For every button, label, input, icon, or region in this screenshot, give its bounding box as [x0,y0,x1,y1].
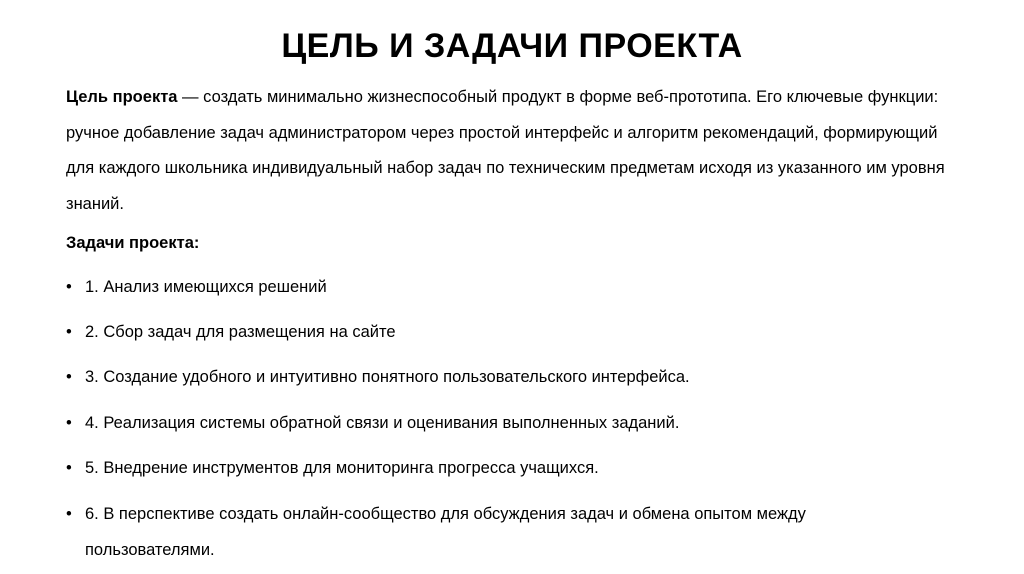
bullet-icon: • [66,414,72,432]
goal-label: Цель проекта [66,88,178,106]
slide-title: ЦЕЛЬ И ЗАДАЧИ ПРОЕКТА [281,27,743,65]
goal-text: — создать минимально жизнеспособный продукт в форме веб-прототипа. Его ключевые функции: ручное добавление задач администратором через простой интерфейс и алгоритм рекомендаций, формирующий для каждого школьника индивидуальный набор задач по техническим предметам исходя из указанного им уровня знаний. [66,88,945,213]
task-text: 2. Сбор задач для размещения на сайте [85,323,396,341]
task-text: 6. В перспективе создать онлайн-сообщество для обсуждения задач и обмена опытом между пользователями. [85,505,806,559]
task-item [66,497,866,568]
task-text: 1. Анализ имеющихся решений [85,278,327,296]
bullet-icon: • [66,368,72,386]
bullet-icon: • [66,459,72,477]
tasks-heading: Задачи проекта: [66,234,200,252]
task-item [66,360,946,396]
task-item [66,315,946,351]
task-item [66,406,946,442]
task-item [66,270,946,306]
task-text: 5. Внедрение инструментов для мониторинга прогресса учащихся. [85,459,599,477]
goal-paragraph [66,80,966,222]
task-text: 4. Реализация системы обратной связи и оценивания выполненных заданий. [85,414,680,432]
task-text: 3. Создание удобного и интуитивно понятного пользовательского интерфейса. [85,368,690,386]
task-item [66,451,946,487]
bullet-icon: • [66,278,72,296]
bullet-icon: • [66,323,72,341]
bullet-icon: • [66,505,72,523]
